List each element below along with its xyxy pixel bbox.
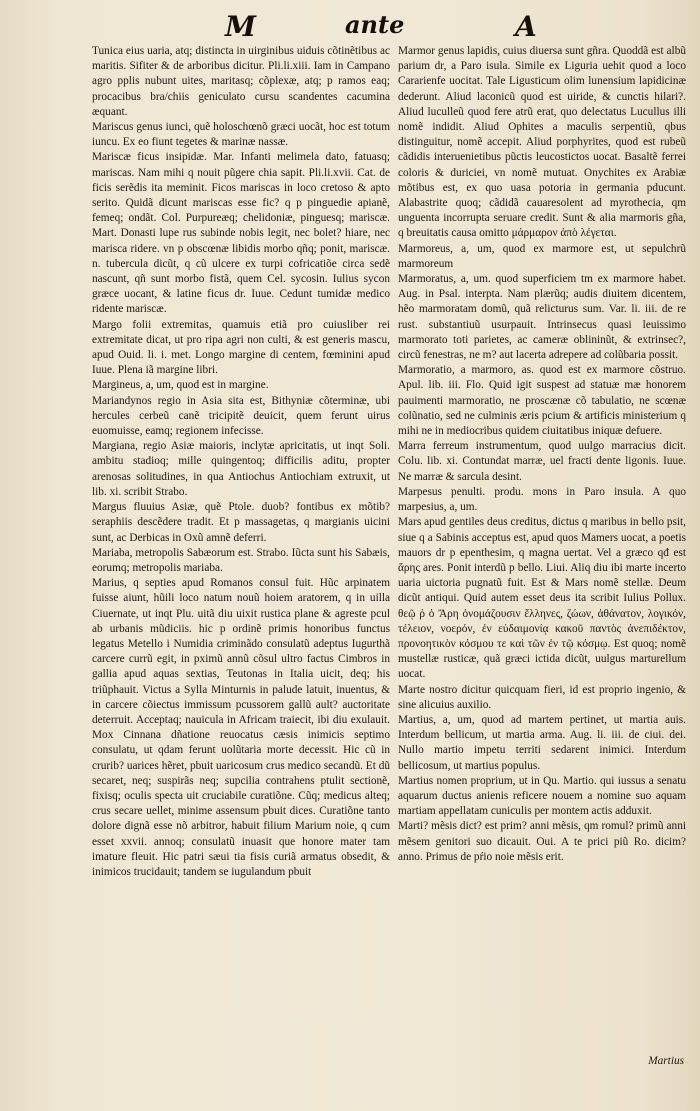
entry-marmoratus: Marmoratus, a, um. quod superficiem tm ex marmore habet. Aug. in Psal. interpta. Nam plærũq; audis diuitem dicentem, hẽo marmoratam domũ, quã relicturus sum. Var. li. iii. de re rust. substantiuũ usurpauit. Intrinsecus quasi leuissimo marmorato toti parietes, ac cameræ oblininũt, & extrinsec?, circũ fenestras, ne m? aut lacerta adrepere ad colũbaria possit. (398, 273, 686, 362)
entry-marmor: Marmor genus lapidis, cuius diuersa sunt gñra. Quoddã est albũ parium dr, a Paro isula. Simile ex Liguria uehit quod a loco Cararienfe uocitat. Tale Ligusticum olim lunensium lapidicinæ dederunt. Aliud laconicũ quod est uiride, & cunctis hilari?. Aliud luculleũ quod fere atrũ erat, quo delectatus Lucullus illi nomẽ indidit. Aliud Ophites a maculis serpentiũ, qbus distinguitur, nomẽ accepit. Aliud porphyrites, quod est rubeũ cãdidis interuenietibus pũctis leucostictos uocat. Basaltẽ ferrei coloris & duriciei, vn nomẽ mutuat. Onychites ex Arabiæ mõtibus est, ex quo uasa potoria in germania pducunt. Alabastrite quoq; cãdidã cauaresolent ad myrothecia, qm unguenta incorrupta seruare credit. Sunt & alia marmoris gña, q breuitatis causa omitto μάρμαρον ἀπὸ λέγεται. (398, 45, 686, 240)
entry-martius-adj: Martius, a, um, quod ad martem pertinet, ut martia auis. Interdum bellicum, ut martia arma. Aug. li. iii. de ciui. dei. Nullo martio impetu territi sedarent inimici. Interdum bellicosum, ut martius populus. (398, 713, 686, 772)
entry-mariscus: Mariscus genus iunci, quẽ holoschœnõ græci uocãt, hoc est totum iuncu. Ex eo fiunt tegetes & marinæ nassæ. (92, 121, 390, 149)
right-column (398, 44, 686, 865)
header-headword: ante (345, 10, 405, 39)
entry-mariaba: Mariaba, metropolis Sabæorum est. Strabo. Iũcta sunt his Sabæis, eorumq; metropolis mariaba. (92, 546, 390, 574)
entry-mariscae: Mariscæ ficus insipidæ. Mar. Infanti melimela dato, fatuasq; mariscas. Nam mihi q nouit pũgere chia sapit. Pli.li.xvii. Cat. de ficis serẽdis ita meminit. Ficos mariscas in loco cretoso & apto serito. Quidã dicunt mariscas esse fic? q p pinguedie apianẽ, femeq; ondãt. Col. Purpureæq; chelidoniæ, pinguesq; mariscæ. Mart. Donasti lupe rus subinde nobis legit, nec bolet? hiare, nec marisca ridere. vn p obscœnæ libidis morbo qñq; ponit, mariscæ. n. tubercula dicũt, q cũ ulcere ex turpi cofricatiõe circa sedẽ nascunt, qñ sunt morbo fistã, quem Cel. sycosin. Iulius sycon græce uocant, & latine ficus dr. Iuue. Cedunt tumidæ medico ridente mariscæ. (92, 151, 390, 316)
left-column (92, 44, 390, 880)
entry-marte-nostro: Marte nostro dicitur quicquam fieri, id est proprio ingenio, & sine alicuius auxilio. (398, 683, 686, 711)
catchword: Martius (648, 1055, 684, 1067)
entry-marmoreus: Marmoreus, a, um, quod ex marmore est, ut sepulchrũ marmoreum (398, 242, 686, 270)
entry-tunica: Tunica eius uaria, atq; distincta in uirginibus uiduis cõtinẽtibus ac maritis. Sifiter & de arboribus dicitur. Pli.li.xiii. Iam in Campano agro pplis nubunt uites, maritasq; cõplexæ, atq; p ramos eaq; procacibus bra/chiis geniculato cursu scandentes cacumina æquant. (92, 45, 390, 118)
header-right-initial: A (515, 10, 537, 43)
entry-margineus: Margineus, a, um, quod est in margine. (92, 379, 269, 392)
entry-marius: Marius, q septies apud Romanos consul fuit. Hũc arpinatem fuisse aiunt, hũili loco natum nouũ hoiem aratorem, q in uilla Ciuernate, ut inqt Plu. uitã diu uixit rustica plane & agreste pcul ab urbanis mũdiciis. hic p ordinẽ primis honoribus functus legatus Metello i Numidia criminãdo consulatũ adeptus Iugurthã carcere currũ egit, in pximũ annũ cõsul ultro factus Cimbros in gallia apud aquas sextias, Teutonas in Italia uicit, deq; his triũphauit. Victus a Sylla Minturnis in palude latuit, inuentus, & in carcere cõiectus immissum pcussorem gallũ ault? auctoritate deterruit. Acceptaq; nauicula in Africam traiecit, ibi diu exulauit. Mox Cinnana dñatione reuocatus cæsis inimicis septimo consulatu, ut qdam ferunt uolũtaria morte decessit. Hic cũ in crurib? uarices hẽret, pbuit uaricosum crus medico secandũ. Et dũ secaret, neq; suspirãs neq; supcilia contrahens ptulit sectionẽ, fixisq; oculis specta uit cruciabile curatiõne. Cũq; medicus alteq; crus secare uellet, minime assensum pbuit dices. Curatiõne tanto dolore dignã esse nõ arbitror, habuit filium Marium noie, q cum esset xxvii. annoq; consulatũ inuasit que honore mater tam imature fleuit. Hic patri sæui tia fisis curiã armatus obsedit, & inimicos trucidauit; tandem se iugulandum pbuit (92, 577, 390, 878)
entry-marra: Marra ferreum instrumentum, quod uulgo marracius dicit. Colu. lib. xi. Contundat marræ, uel fracti dente ligonis. Iuue. Ne marræ & sarcula desint. (398, 440, 686, 483)
entry-mars: Mars apud gentiles deus creditus, dictus q maribus in bello psit, siue q a Sabinis acceptus est, apud quos Mamers uocat, a poetis mauors dr p epenthesim, q magna uertat. Vel a græco qđ est ἄρης ares. Ponit interdũ p bello. Liui. Aliq diu ibi marte incerto uaria uictoria pugnatũ fuit. Est & Mars nomẽ stellæ. Deum dicũt antiqui. Quid autem esset deus ita scribit Iulius Pollux. θεῷ ῥ ὁ Ἄρη ὀνομάζουσιν ἕλληνες, ζώων, ἀθάνατον, λογικόν, τέλειον, νοερόν, ἐν εὐδαιμονίᾳ κακοῦ παντὸς ἀνεπιδέκτον, προνοητικὸν κόσμου τε καὶ τῶν ἐν τῷ κόσμῳ. Est quoq; nomẽ mustellæ rusticæ, quã græci ictida dicũt, uulgus marturellum uocat. (398, 516, 686, 681)
entry-martius-proper: Martius nomen proprium, ut in Qu. Martio. qui iussus a senatu aquarum ductus anienis reficere nouem a nomine suo aquam martiam appellatam cuniculis per montem actis adduxit. (398, 774, 686, 818)
entry-margus: Margus fluuius Asiæ, quẽ Ptole. duob? fontibus ex mõtib? seraphiis descẽdere tradit. Et p massagetas, q margianis uicini sunt, ac Derbicas in Oxũ amnẽ deferri. (92, 501, 390, 544)
entry-margo: Margo folii extremitas, quamuis etiã pro cuiusliber rei extremitate dicat, ut pro ripa agri non culti, & est generis mascu, apud Ouid. li. i. met. Longo margine di centem, fœminini apud Iuue. Plena iã margine libri. (92, 318, 390, 377)
header-left-initial: M (225, 10, 256, 43)
entry-martius-mensis: Marti? mẽsis dict? est prim? anni mẽsis, qm romul? primũ anni mẽsem genitori suo dicauit. Oui. A te prici piũ Ro. dicim? anno. Primus de pŕio noie mẽsis erit. (398, 820, 686, 863)
entry-marpesus: Marpesus penulti. produ. mons in Paro insula. A quo marpesius, a, um. (398, 485, 686, 514)
entry-margiana: Margiana, regio Asiæ maioris, inclytæ apricitatis, ut inqt Soli. ambitu stadioq; mille quingentoq; difficilis aditu, propter arenosas solitudines, in qua Antiochus Antiochiam extruxit, ut lib. xi. scribit Strabo. (92, 440, 390, 498)
entry-marmoratio: Marmoratio, a marmoro, as. quod est ex marmore cõstruo. Apul. lib. iii. Flo. Quid igit suspest ad statuæ mæ honorem pauimenti marmoratio, ne proscænæ cõ tabulatio, ne scœnæ colũnatio, sed ne culminis æris pcium & artificis ministerium q mihi ne in mediocribus quidem ciuitatibus iniquæ defuere. (398, 364, 686, 438)
running-header (0, 10, 700, 44)
entry-mariandynos: Mariandynos regio in Asia sita est, Bithyniæ cõterminæ, ubi hercules cerbeũ canẽ tricipitẽ deuicit, quem ferunt uirus euomuisse, eamq; regionem infecisse. (92, 394, 390, 438)
